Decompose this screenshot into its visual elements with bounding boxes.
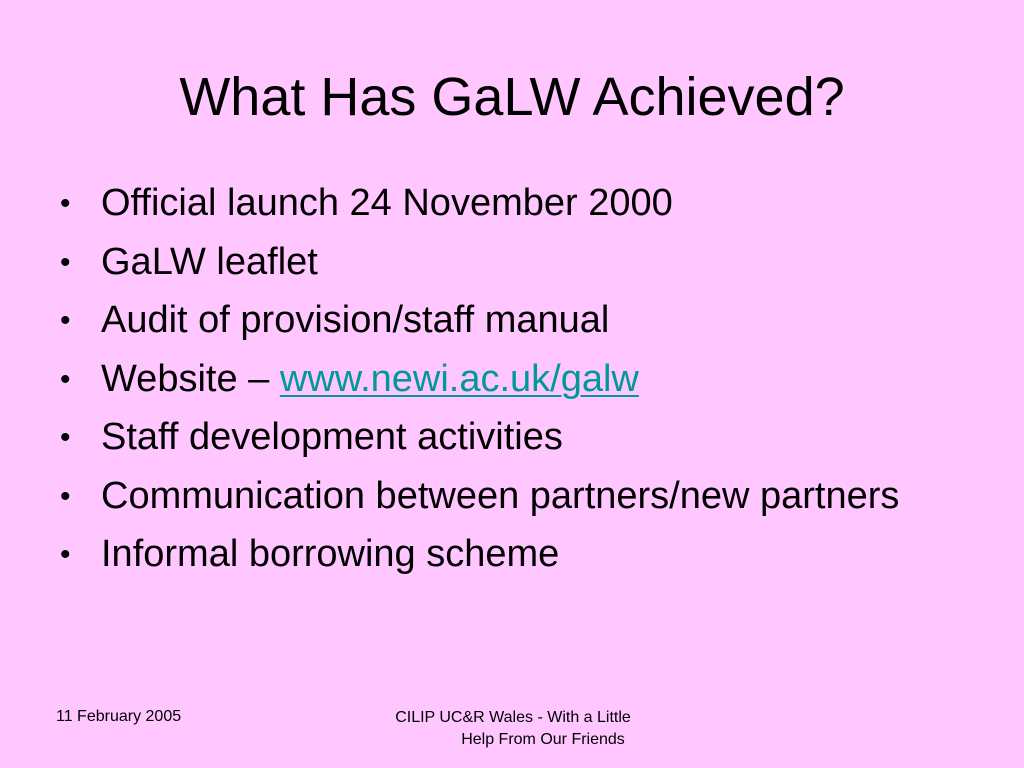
- bullet-text: Informal borrowing scheme: [101, 533, 560, 575]
- list-item: [56, 298, 956, 343]
- bullet-text: Communication between partners/new partners: [101, 474, 900, 517]
- bullet-text: Audit of provision/staff manual: [101, 299, 610, 341]
- bullet-list: [56, 181, 956, 591]
- list-item: [56, 532, 956, 577]
- list-item: [56, 415, 956, 460]
- bullet-text: GaLW leaflet: [101, 240, 318, 283]
- bullet-text: Official launch 24 November 2000: [101, 182, 673, 224]
- bullet-icon: •: [60, 245, 71, 279]
- bullet-icon: •: [60, 362, 71, 396]
- footer-title-line-2: Help From Our Friends: [461, 731, 625, 748]
- website-link[interactable]: www.newi.ac.uk/galw: [279, 357, 639, 400]
- bullet-text: Website –: [101, 357, 280, 400]
- bullet-icon: •: [60, 421, 71, 454]
- bullet-icon: •: [60, 304, 71, 337]
- list-item: [56, 357, 956, 402]
- bullet-icon: •: [60, 538, 71, 571]
- list-item: [56, 474, 956, 519]
- list-item: [56, 181, 956, 226]
- list-item: [56, 240, 956, 285]
- footer-presentation-title: [345, 707, 681, 751]
- footer-title-line-1: CILIP UC&R Wales - With a Little: [395, 709, 631, 726]
- bullet-icon: •: [60, 479, 71, 513]
- bullet-icon: •: [60, 187, 71, 220]
- footer-date: 11 February 2005: [56, 708, 182, 725]
- bullet-text: Staff development activities: [101, 416, 563, 458]
- slide-title: What Has GaLW Achieved?: [179, 67, 845, 127]
